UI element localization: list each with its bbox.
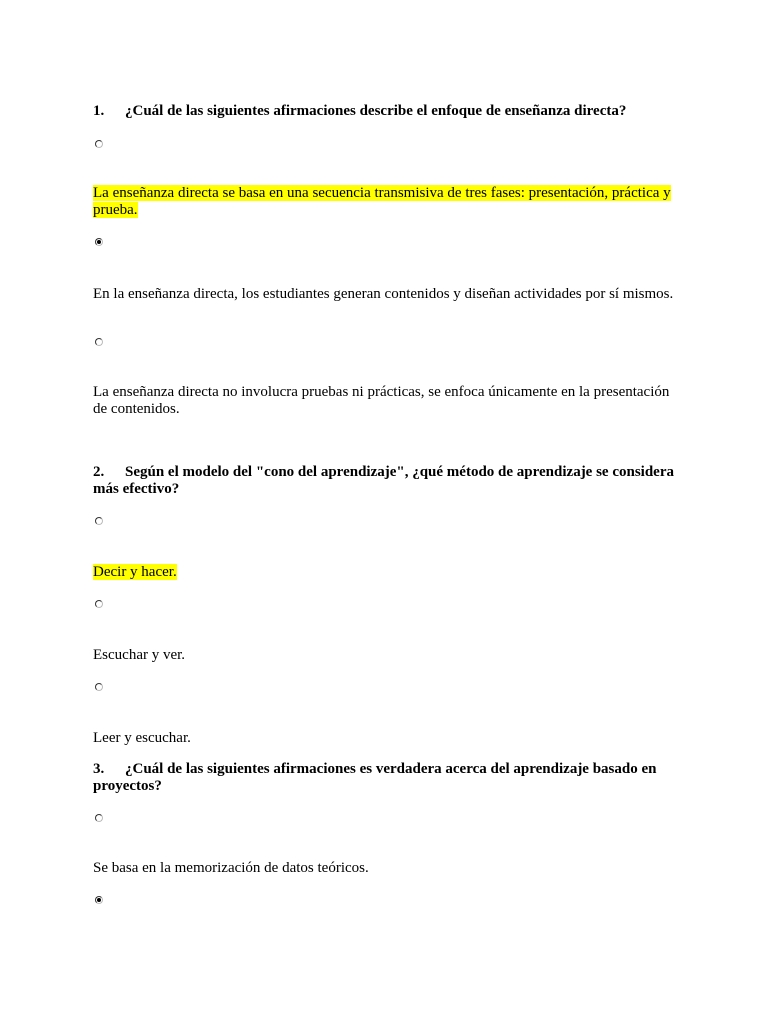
question-1 [93, 103, 683, 120]
q1-option-2-radio[interactable] [95, 238, 103, 246]
question-number: 2. [93, 464, 105, 480]
option-text: La enseñanza directa se basa en una secuencia transmisiva de tres fases: presentación, práctica y prueba. [93, 185, 671, 218]
q3-option-1-radio[interactable] [95, 814, 103, 822]
q2-option-2-radio[interactable] [95, 600, 103, 608]
q1-option-1 [93, 185, 683, 219]
question-text: ¿Cuál de las siguientes afirmaciones describe el enfoque de enseñanza directa? [125, 103, 627, 119]
option-text: Decir y hacer. [93, 564, 177, 580]
q2-option-3-radio[interactable] [95, 683, 103, 691]
option-text: Escuchar y ver. [93, 647, 186, 663]
q3-option-2-radio[interactable] [95, 896, 103, 904]
question-text: Según el modelo del "cono del aprendizaje", ¿qué método de aprendizaje se considera más efectivo? [93, 464, 675, 497]
q2-option-2 [93, 647, 683, 664]
q2-option-3 [93, 730, 683, 747]
q2-option-1-radio[interactable] [95, 517, 103, 525]
question-number: 3. [93, 761, 105, 777]
q1-option-2 [93, 286, 683, 303]
q2-option-1 [93, 564, 683, 581]
question-3 [93, 761, 683, 795]
question-number: 1. [93, 103, 105, 119]
option-text: Leer y escuchar. [93, 730, 191, 746]
option-text: La enseñanza directa no involucra pruebas ni prácticas, se enfoca únicamente en la presentación de contenidos. [93, 384, 670, 417]
option-text: Se basa en la memorización de datos teóricos. [93, 860, 369, 876]
q1-option-3 [93, 384, 683, 418]
question-text: ¿Cuál de las siguientes afirmaciones es verdadera acerca del aprendizaje basado en proyectos? [93, 761, 657, 794]
q1-option-1-radio[interactable] [95, 140, 103, 148]
q1-option-3-radio[interactable] [95, 338, 103, 346]
option-text: En la enseñanza directa, los estudiantes generan contenidos y diseñan actividades por sí mismos. [93, 286, 674, 302]
q3-option-1 [93, 860, 683, 877]
question-2 [93, 464, 683, 498]
